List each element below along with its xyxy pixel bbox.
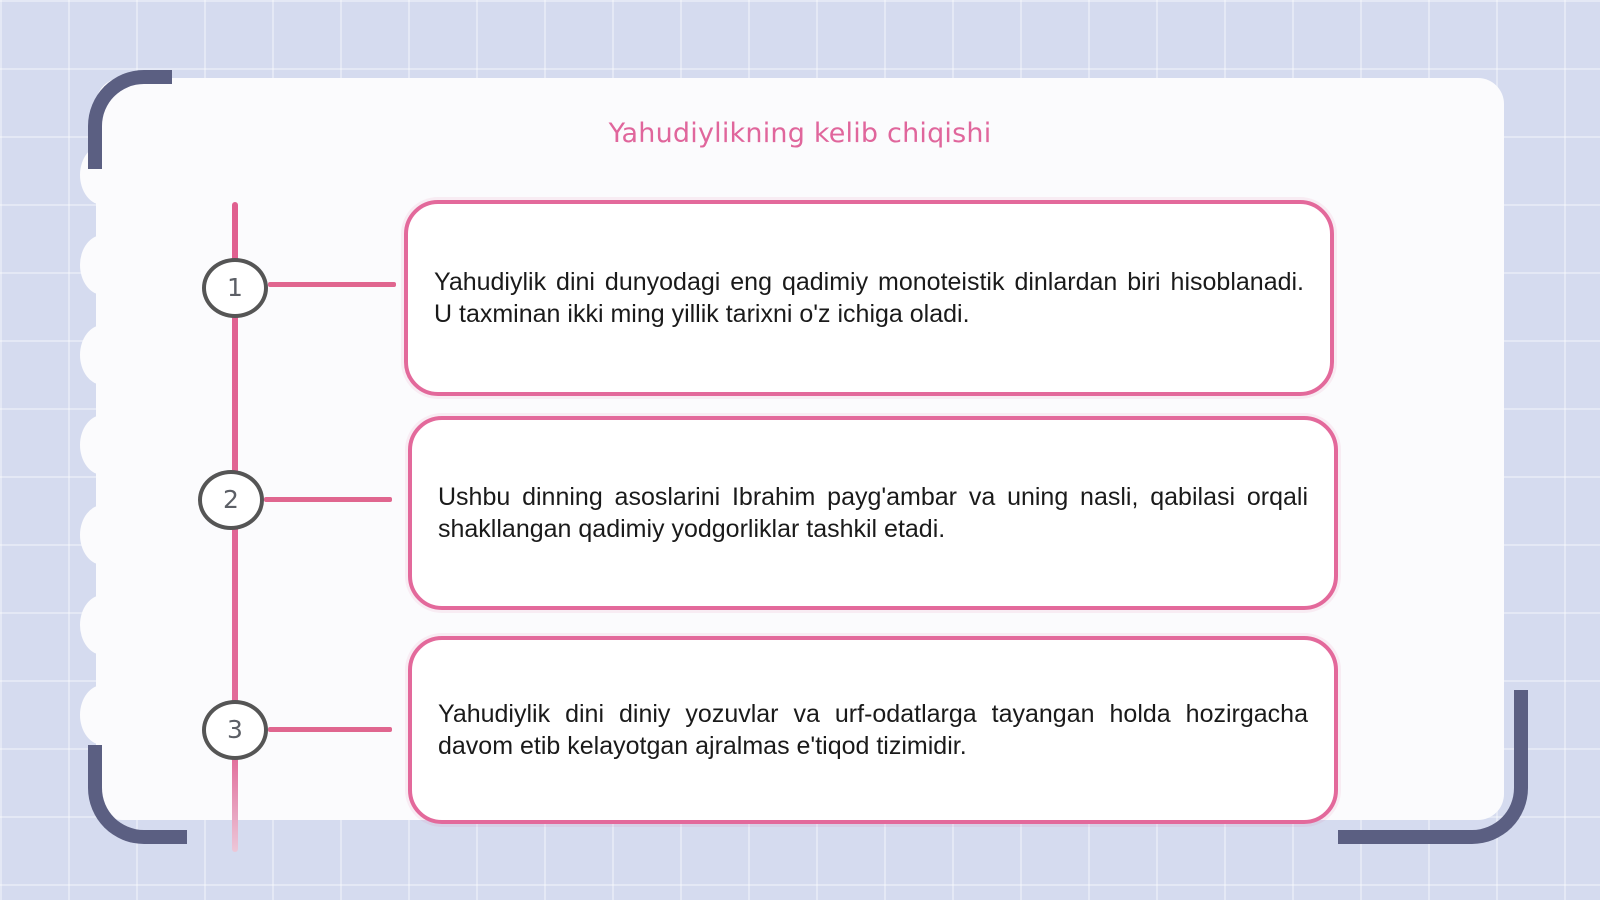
timeline-connector [268, 282, 396, 287]
paper-scallop [80, 415, 126, 475]
frame-corner-bottom-right [1338, 690, 1528, 844]
frame-corner-bottom-left [88, 745, 187, 844]
paper-scallop [80, 685, 126, 745]
timeline-number-1: 1 [202, 258, 268, 318]
paper-scallop [80, 325, 126, 385]
timeline-number-3: 3 [202, 700, 268, 760]
paper-scallop [80, 235, 126, 295]
paper-scallop [80, 595, 126, 655]
card-text: Yahudiylik dini dunyodagi eng qadimiy monoteistik dinlardan biri hisoblanadi. U taxminan ikki ming yillik tarixni o'z ichiga oladi. [434, 268, 1304, 328]
timeline-card-2 [408, 416, 1338, 610]
paper-scallop [80, 505, 126, 565]
timeline-connector [268, 727, 392, 732]
card-text: Ushbu dinning asoslarini Ibrahim payg'ambar va uning nasli, qabilasi orqali shakllangan qadimiy yodgorliklar tashkil etadi. [438, 483, 1308, 543]
slide-title: Yahudiylikning kelib chiqishi [608, 118, 992, 149]
timeline-number-2: 2 [198, 470, 264, 530]
timeline-card-3 [408, 636, 1338, 824]
timeline-connector [264, 497, 392, 502]
card-text: Yahudiylik dini diniy yozuvlar va urf-odatlarga tayangan holda hozirgacha davom etib kelayotgan ajralmas e'tiqod tizimidir. [438, 700, 1308, 760]
timeline-card-1 [404, 200, 1334, 396]
